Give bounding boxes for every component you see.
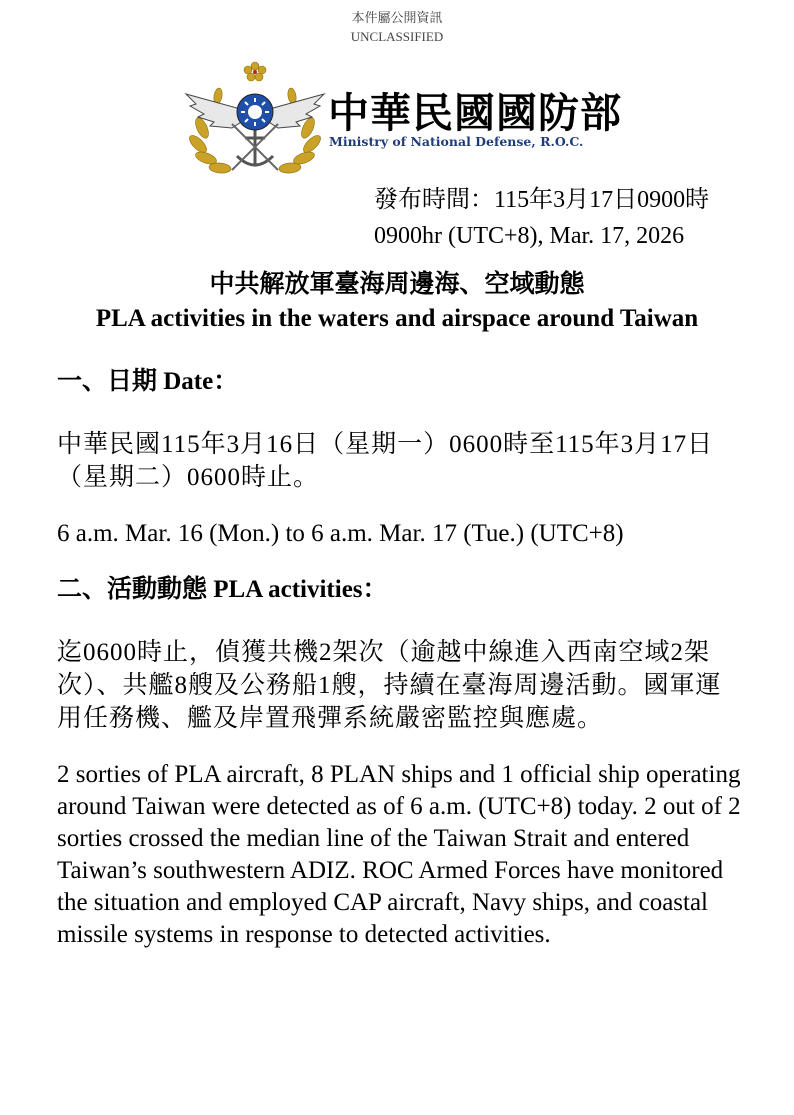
release-time-zh: 發布時間：115年3月17日0900時 xyxy=(374,187,710,213)
ministry-name-en: Ministry of National Defense, R.O.C. xyxy=(329,134,584,149)
section-date-en: 6 a.m. Mar. 16 (Mon.) to 6 a.m. Mar. 17 (Tue.) (UTC+8) xyxy=(57,520,624,547)
document-body xyxy=(57,366,747,951)
mnd-emblem-icon xyxy=(182,58,328,176)
classification-zh: 本件屬公開資訊 xyxy=(351,10,443,25)
release-time xyxy=(374,182,709,254)
section-activities-heading: 二、活動動態 PLA activities： xyxy=(57,576,388,603)
section-date-zh: 中華民國115年3月16日（星期一）0600時至115年3月17日（星期二）0600時止。 xyxy=(57,431,714,491)
release-time-en: 0900hr (UTC+8), Mar. 17, 2026 xyxy=(374,223,685,249)
classification-marking xyxy=(0,8,794,46)
document-title xyxy=(0,268,794,336)
ministry-header xyxy=(182,58,622,176)
section-activities-zh: 迄0600時止，偵獲共機2架次（逾越中線進入西南空域2架次）、共艦8艘及公務船1艘，持續在臺海周邊活動。國軍運用任務機、艦及岸置飛彈系統嚴密監控與應處。 xyxy=(57,639,722,732)
classification-en: UNCLASSIFIED xyxy=(350,29,444,44)
section-activities-en: 2 sorties of PLA aircraft, 8 PLAN ships and 1 official ship operating around Taiwan were detected as of 6 a.m. (UTC+8) today. 2 out of 2 sorties crossed the median line of the Taiwan Strait and entered Taiwan’s southwestern ADIZ. ROC Armed Forces have monitored the situation and employed CAP aircraft, Navy ships, and coastal missile systems in response to detected activities. xyxy=(57,761,741,948)
document-title-zh: 中共解放軍臺海周邊海、空域動態 xyxy=(209,271,585,298)
document-title-en: PLA activities in the waters and airspace around Taiwan xyxy=(95,305,699,332)
section-date-heading: 一、日期 Date： xyxy=(57,368,239,395)
ministry-name-zh: 中華民國國防部 xyxy=(328,89,622,137)
